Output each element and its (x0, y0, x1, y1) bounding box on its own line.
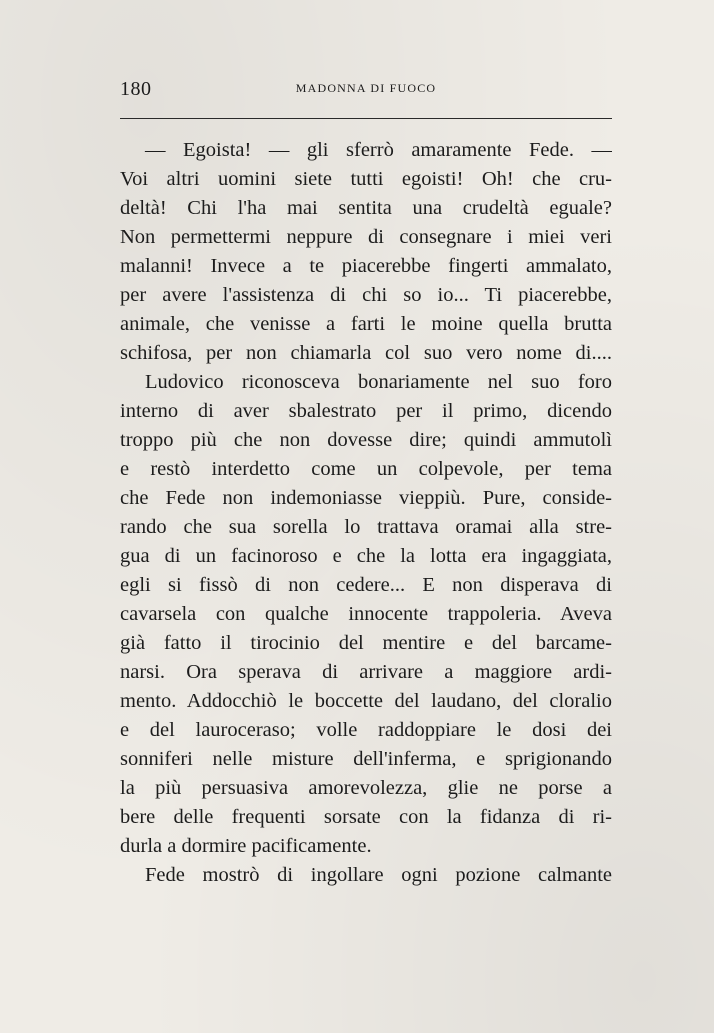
text-line: e del lauroceraso; volle raddoppiare le dosi dei (120, 719, 612, 741)
text-line: e restò interdetto come un colpevole, per tema (120, 458, 612, 480)
text-line: schifosa, per non chiamarla col suo vero nome di.... (120, 342, 612, 364)
text-line: deltà! Chi l'ha mai sentita una crudeltà eguale? (120, 197, 612, 219)
text-line: animale, che venisse a farti le moine quella brutta (120, 313, 612, 335)
running-title: MADONNA DI FUOCO (295, 81, 437, 95)
text-line: gua di un facinoroso e che la lotta era ingaggiata, (120, 545, 612, 567)
text-line: cavarsela con qualche innocente trappoleria. Aveva (120, 603, 612, 625)
text-line: per avere l'assistenza di chi so io... Ti piacerebbe, (120, 284, 612, 306)
page-number: 180 (120, 78, 152, 100)
text-line: Ludovico riconosceva bonariamente nel suo foro (145, 371, 612, 393)
text-line: egli si fissò di non cedere... E non disperava di (120, 574, 612, 596)
text-line: durla a dormire pacificamente. (120, 835, 372, 857)
text-line: sonniferi nelle misture dell'inferma, e sprigionando (120, 748, 612, 770)
page-header (120, 78, 612, 102)
text-line: rando che sua sorella lo trattava oramai alla stre- (120, 516, 612, 538)
text-line: che Fede non indemoniasse vieppiù. Pure, conside- (120, 487, 612, 509)
text-line: Fede mostrò di ingollare ogni pozione calmante (145, 864, 612, 886)
text-line: narsi. Ora sperava di arrivare a maggiore ardi- (120, 661, 612, 683)
header-rule (120, 118, 612, 119)
text-line: bere delle frequenti sorsate con la fidanza di ri- (120, 806, 612, 828)
text-line: troppo più che non dovesse dire; quindi ammutolì (120, 429, 612, 451)
text-line: mento. Addocchiò le boccette del laudano, del cloralio (120, 690, 612, 712)
text-line: — Egoista! — gli sferrò amaramente Fede. — (145, 139, 612, 161)
text-line: Non permettermi neppure di consegnare i miei veri (120, 226, 612, 248)
text-line: Voi altri uomini siete tutti egoisti! Oh! che cru- (120, 168, 612, 190)
text-line: malanni! Invece a te piacerebbe fingerti ammalato, (120, 255, 612, 277)
text-line: già fatto il tirocinio del mentire e del barcame- (120, 632, 612, 654)
text-line: interno di aver sbalestrato per il primo, dicendo (120, 400, 612, 422)
body-text (120, 136, 612, 890)
text-line: la più persuasiva amorevolezza, glie ne porse a (120, 777, 612, 799)
